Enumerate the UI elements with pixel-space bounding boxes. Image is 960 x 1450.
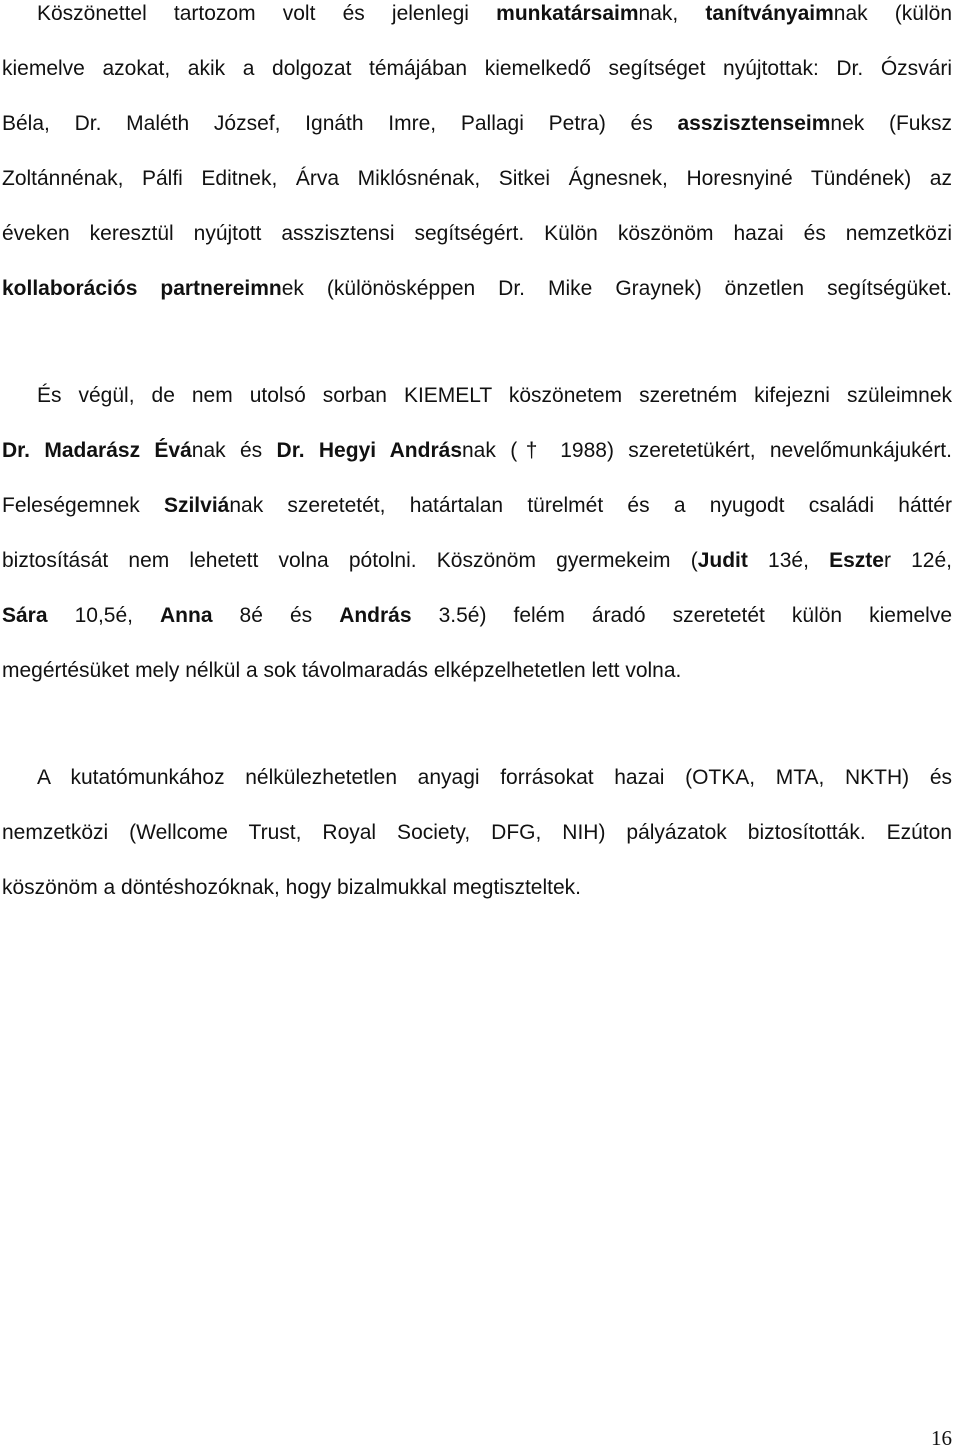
bold-text: kollaborációs partnereimn [2, 277, 282, 300]
text-run: nak és [191, 439, 277, 462]
text-run: éveken keresztül nyújtott asszisztensi segítségért. Külön köszönöm hazai és nemzetközi [2, 222, 952, 245]
text-run: köszönöm a döntéshozóknak, hogy bizalmukkal megtiszteltek. [2, 876, 581, 899]
text-line [2, 860, 952, 915]
text-line [2, 423, 952, 478]
bold-text: Judit [697, 549, 748, 572]
text-run: nek (Fuksz [830, 112, 952, 135]
bold-text: asszisztenseim [677, 112, 831, 135]
bold-text: Szilviá [163, 494, 230, 517]
bold-text: munkatársaim [496, 2, 639, 25]
bold-text: Sára [2, 604, 48, 627]
text-run: 8é és [212, 604, 340, 627]
text-line [2, 261, 952, 316]
bold-text: tanítványaim [705, 2, 834, 25]
paragraph-acknowledgement-funding [2, 750, 952, 915]
text-line [2, 805, 952, 860]
text-run: nak († 1988) szeretetükért, nevelőmunkájukért. [462, 439, 952, 462]
text-line [2, 588, 952, 643]
paragraph-acknowledgement-colleagues [2, 0, 952, 316]
page-number: 16 [931, 1426, 952, 1450]
text-run: A kutatómunkához nélkülezhetetlen anyagi forrásokat hazai (OTKA, MTA, NKTH) és [37, 766, 952, 789]
text-run: ek (különösképpen Dr. Mike Graynek) önzetlen segítségüket. [281, 277, 952, 300]
text-run: Köszönettel tartozom volt és jelenlegi [37, 2, 497, 25]
text-line [2, 478, 952, 533]
paragraph-acknowledgement-family [2, 368, 952, 698]
text-line [2, 41, 952, 96]
bold-text: Dr. Hegyi András [276, 439, 462, 462]
text-run: 10,5é, [47, 604, 161, 627]
text-line [2, 750, 952, 805]
text-run: Feleségemnek [2, 494, 164, 517]
text-run: 3.5é) felém áradó szeretetét külön kiemelve [411, 604, 952, 627]
text-run: biztosítását nem lehetett volna pótolni. Köszönöm gyermekeim ( [2, 549, 698, 572]
text-line [2, 0, 952, 41]
text-run: Béla, Dr. Maléth József, Ignáth Imre, Pallagi Petra) és [2, 112, 678, 135]
text-run: nak (külön [833, 2, 953, 25]
bold-text: Dr. Madarász Évá [2, 439, 192, 462]
text-run: nak szeretetét, határtalan türelmét és a nyugodt családi háttér [229, 494, 952, 517]
text-run: nemzetközi (Wellcome Trust, Royal Society, DFG, NIH) pályázatok biztosították. Ezúton [2, 821, 952, 844]
text-run: Zoltánnénak, Pálfi Editnek, Árva Miklósnénak, Sitkei Ágnesnek, Horesnyiné Tündének) az [2, 167, 952, 190]
text-line [2, 96, 952, 151]
bold-text: Anna [160, 604, 213, 627]
bold-text: András [339, 604, 412, 627]
text-line [2, 643, 952, 698]
text-run: kiemelve azokat, akik a dolgozat témájában kiemelkedő segítséget nyújtottak: Dr. Ózsvári [2, 57, 952, 80]
text-run: megértésüket mely nélkül a sok távolmaradás elképzelhetetlen lett volna. [2, 659, 682, 682]
text-line [2, 206, 952, 261]
text-run: És végül, de nem utolsó sorban KIEMELT köszönetem szeretném kifejezni szüleimnek [37, 384, 952, 407]
text-line [2, 151, 952, 206]
text-run: r 12é, [883, 549, 952, 572]
text-line [2, 533, 952, 588]
bold-text: Eszte [829, 549, 884, 572]
text-line [2, 368, 952, 423]
text-run: nak, [638, 2, 706, 25]
text-run: 13é, [747, 549, 830, 572]
